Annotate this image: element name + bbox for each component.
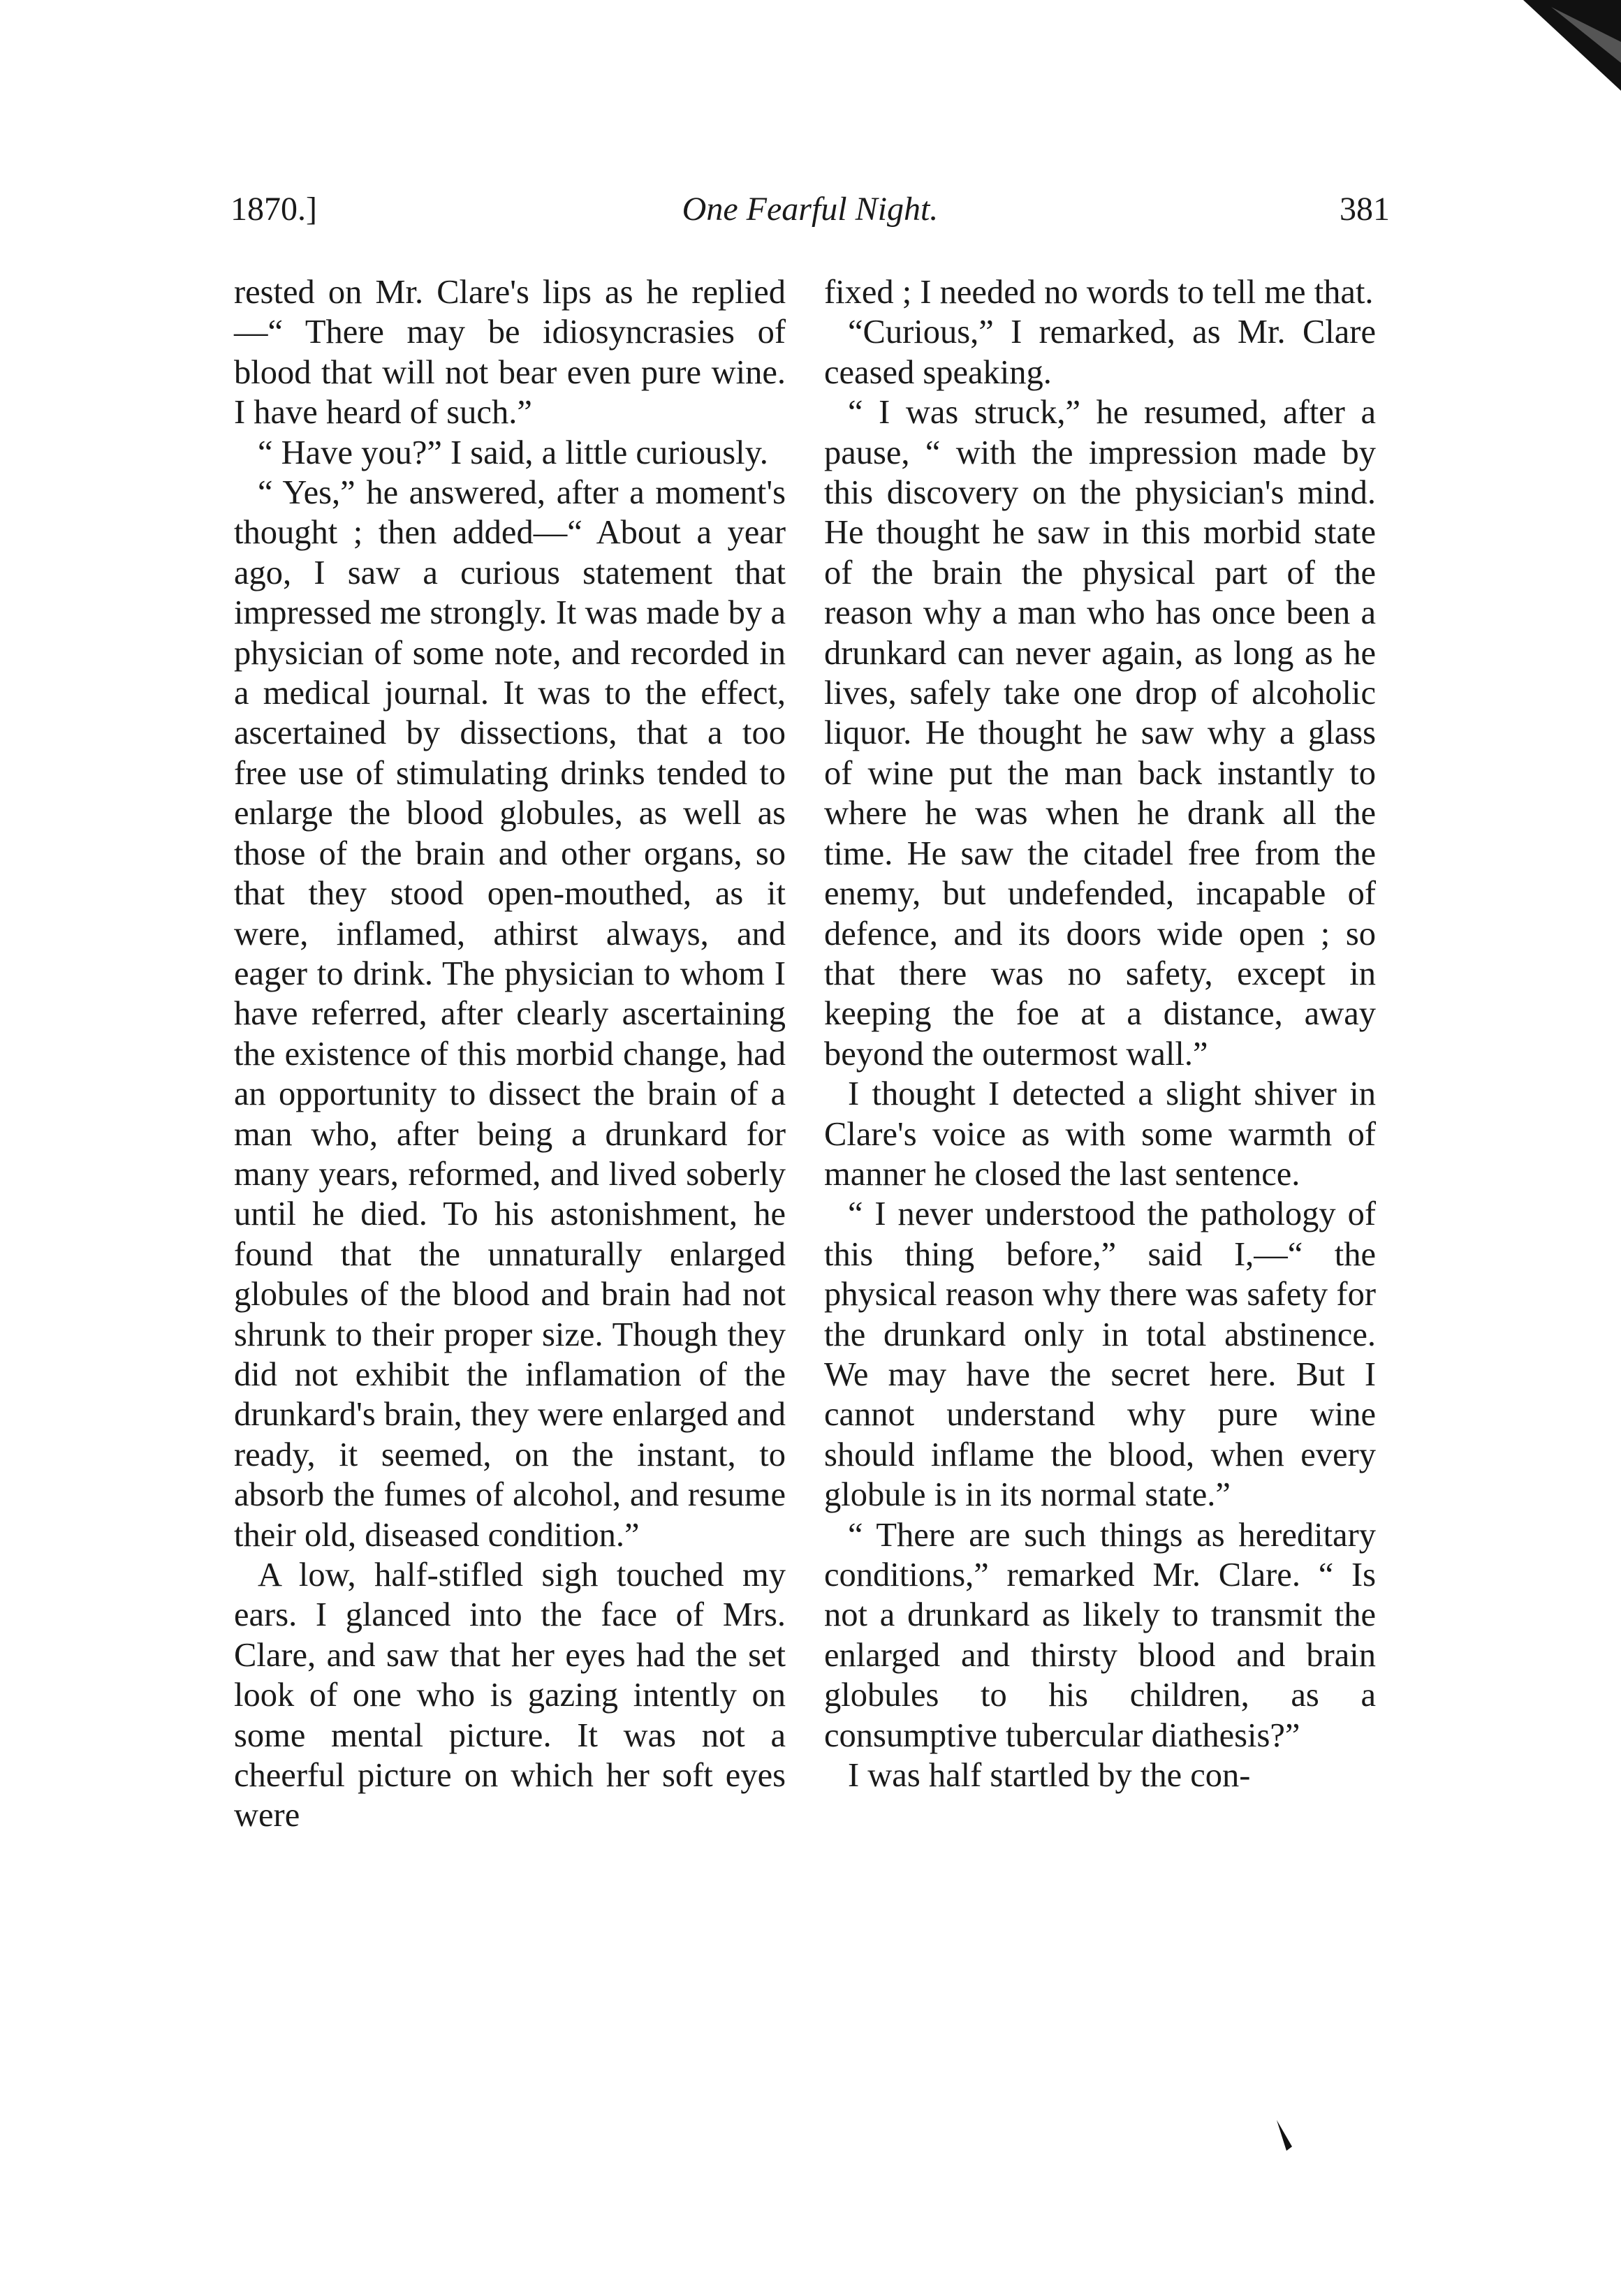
paragraph: “ Yes,” he answered, after a moment's thought ; then added—“ About a year ago, I saw a curious statement that impressed me strongly. It was made by a physician of some note, and recorded in a medical journal. It was to the effect, ascertained by dissections, that a too free use of stimulating drinks tended to enlarge the blood globules, as well as those of the brain and other organs, so that they stood open-mouthed, as it were, inflamed, athirst always, and eager to drink. The physician to whom I have referred, after clearly ascertaining the existence of this morbid change, had an opportunity to dissect the brain of a man who, after being a drunkard for many years, reformed, and lived soberly until he died. To his astonishment, he found that the unnaturally enlarged globules of the blood and brain had not shrunk to their proper size. Though they did not exhibit the inflamation of the drunkard's brain, they were enlarged and ready, it seemed, on the instant, to absorb the fumes of alcohol, and resume their old, diseased condition.” [234,474,786,1554]
running-header [230,190,1390,239]
paragraph: I thought I detected a slight shiver in Clare's voice as with some warmth of manner he closed the last sentence. [824,1075,1376,1193]
paragraph: “Curious,” I remarked, as Mr. Clare ceased speaking. [824,314,1376,391]
paragraph: A low, half-stifled sigh touched my ears. I glanced into the face of Mrs. Clare, and saw that her eyes had the set look of one who is gazing intently on some mental picture. It was not a cheerful picture on which her soft eyes were [234,1557,786,1834]
paragraph: fixed ; I needed no words to tell me that. [824,274,1374,311]
paragraph: I was half startled by the con- [848,1757,1251,1795]
paragraph: “ I never understood the pathology of this thing before,” said I,—“ the physical reason why there was safety for the drunkard only in total abstinence. We may have the secret here. But I cannot understand why pure wine should inflame the blood, when every globule is in its normal state.” [824,1195,1376,1514]
header-title: One Fearful Night. [682,191,939,228]
right-column [824,272,1376,1795]
left-column [234,272,786,1836]
paragraph: rested on Mr. Clare's lips as he replied—“ There may be idiosyncrasies of blood that will not bear even pure wine. I have heard of such.” [234,274,786,432]
paragraph: “ Have you?” I said, a little curiously. [258,434,768,471]
header-year: 1870.] [230,191,317,228]
paragraph: “ I was struck,” he resumed, after a pause, “ with the impression made by this discovery on the physician's mind. He thought he saw in this morbid state of the brain the physical part of the reason why a man who has once been a drunkard can never again, as long as he lives, safely take one drop of alcoholic liquor. He thought he saw why a glass of wine put the man back instantly to where he was when he drank all the time. He saw the citadel free from the enemy, but undefended, incapable of defence, and its doors wide open ; so that there was no safety, except in keeping the foe at a distance, away beyond the outermost wall.” [824,394,1376,1073]
header-page-number: 381 [1340,191,1390,228]
ink-mark [1271,2116,1299,2158]
paragraph: “ There are such things as hereditary conditions,” remarked Mr. Clare. “ Is not a drunkard as likely to transmit the enlarged and thirsty blood and brain globules to his children, as a consumptive tubercular diathesis?” [824,1516,1376,1754]
page-corner-mark [1481,0,1621,98]
